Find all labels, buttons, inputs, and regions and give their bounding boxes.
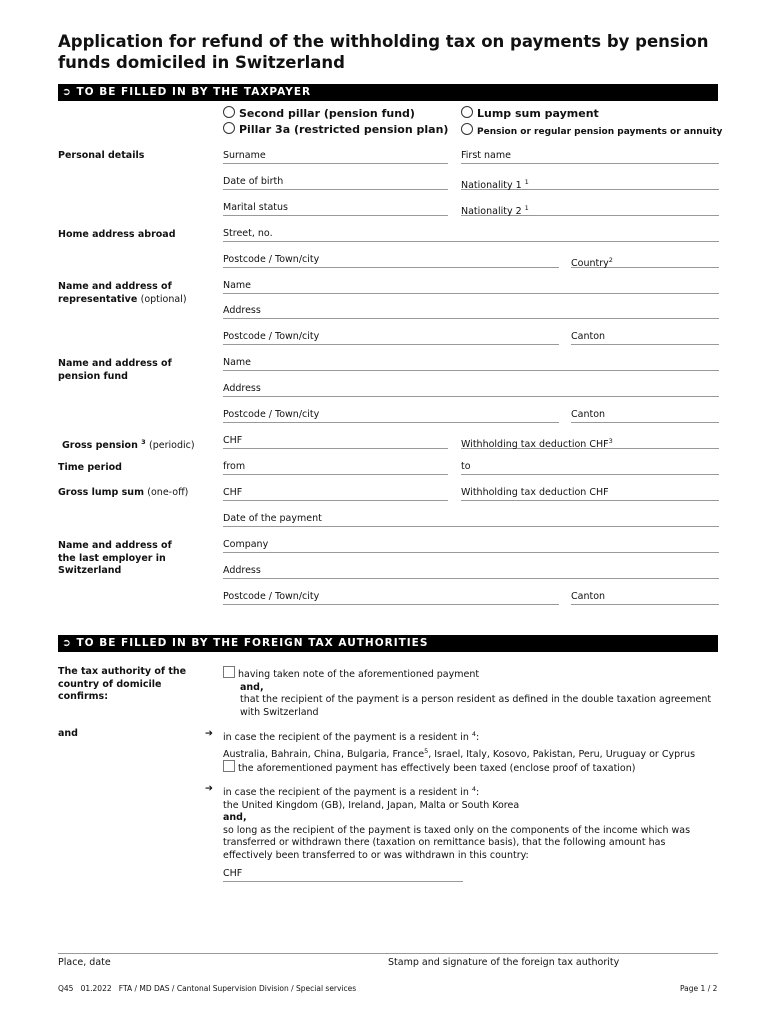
arrow-icon: ➲ [62,86,72,98]
arrow-icon: ➲ [62,637,72,649]
option-label: Second pillar (pension fund) [239,107,415,120]
employer-postcode-field[interactable]: Postcode / Town/city [223,591,559,605]
label-representative: Name and address of representative (optional) [58,281,187,305]
label-gross-lump: Gross lump sum (one-off) [58,487,189,498]
label-personal: Personal details [58,150,145,161]
radio-icon[interactable] [461,123,473,135]
first-name-field[interactable]: First name [461,150,719,164]
label-home-address: Home address abroad [58,229,176,240]
option-lump-sum[interactable] [461,106,599,120]
pension-wht-field[interactable]: Withholding tax deduction CHF$^3$ [461,435,719,449]
option-label: Pension or regular pension payments or annuity [477,127,723,137]
lump-sum-chf-field[interactable]: CHF [223,487,448,501]
nationality1-field[interactable]: Nationality 1 $^1$ [461,176,719,190]
lump-sum-wht-field[interactable]: Withholding tax deduction CHF [461,487,719,501]
place-date-field[interactable]: Place, date [58,957,111,968]
countries2-text: the United Kingdom (GB), Ireland, Japan, Malta or South Korea [223,799,520,811]
case2-block: in case the recipient of the payment is a resident in $^4$: the United Kingdom (GB), Ireland, Japan, Malta or South Korea and, so long as the recipient of the payment is taxed only on the components of the income which was transferred or withdrawn there (taxation on remittance basis), that the following amount has effectively been transferred to or was withdrawn in this country: [223,783,708,862]
radio-icon[interactable] [223,106,235,118]
surname-field[interactable]: Surname [223,150,448,164]
rep-postcode-field[interactable]: Postcode / Town/city [223,331,559,345]
noted-row: having taken note of the aforementioned payment [223,666,723,682]
taxed-row: the aforementioned payment has effectively been taxed (enclose proof of taxation) [223,760,723,776]
taxed-checkbox[interactable] [223,760,235,772]
noted-checkbox[interactable] [223,666,235,678]
rep-canton-field[interactable]: Canton [571,331,719,345]
section-header-taxpayer [58,84,718,101]
gross-pension-chf-field[interactable]: CHF [223,435,448,449]
arrow-icon: ➔ [205,783,213,794]
footer-info: Q45 01.2022 FTA / MD DAS / Cantonal Supervision Division / Special services [58,984,357,993]
option-label: Lump sum payment [477,107,599,120]
label-gross-pension: Gross pension $^3$ (periodic) [62,438,195,452]
remittance-text: so long as the recipient of the payment is taxed only on the components of the income which was transferred or withdrawn there (taxation on remittance basis), that the following amount has effectively been transferred to or was withdrawn in this country: [223,824,691,861]
dob-field[interactable]: Date of birth [223,176,448,190]
fund-address-field[interactable]: Address [223,383,719,397]
home-postcode-field[interactable]: Postcode / Town/city [223,254,559,268]
label-authority-confirms: The tax authority of the country of domicile confirms: [58,666,187,702]
signature-line [58,953,718,954]
section-header-authorities [58,635,718,652]
section-title: TO BE FILLED IN BY THE TAXPAYER [76,86,312,98]
option-second-pillar[interactable] [223,106,415,120]
rep-name-field[interactable]: Name [223,280,719,294]
fund-canton-field[interactable]: Canton [571,409,719,423]
employer-canton-field[interactable]: Canton [571,591,719,605]
period-to-field[interactable]: to [461,461,719,475]
marital-status-field[interactable]: Marital status [223,202,448,216]
page-number: Page 1 / 2 [680,984,718,993]
nationality2-field[interactable]: Nationality 2 $^1$ [461,202,719,216]
option-pillar3a[interactable] [223,122,448,136]
label-time-period: Time period [58,462,122,473]
payment-date-field[interactable]: Date of the payment [223,513,719,527]
employer-address-field[interactable]: Address [223,565,719,579]
rep-address-field[interactable]: Address [223,305,719,319]
and-text: and, [240,681,264,693]
option-pension-regular[interactable] [461,123,722,137]
street-field[interactable]: Street, no. [223,228,719,242]
option-label: Pillar 3a (restricted pension plan) [239,123,449,136]
label-last-employer: Name and address of the last employer in Switzerland [58,540,172,576]
countries1-text: Australia, Bahrain, China, Bulgaria, France$^5$, Israel, Italy, Kosovo, Pakistan, Peru, Uruguay or Cyprus [223,746,696,760]
page-title: Application for refund of the withholding tax on payments by pension funds domiciled in Switzerland [58,32,709,72]
resident-text: that the recipient of the payment is a person resident as defined in the double taxation agreement with Switzerland [240,694,712,718]
fund-name-field[interactable]: Name [223,357,719,371]
label-and: and [58,728,78,739]
case1-block: in case the recipient of the payment is a resident in $^4$: Australia, Bahrain, China, Bulgaria, France$^5$, Israel, Italy, Kosovo, Pakistan, Peru, Uruguay or Cyprus [223,728,723,761]
radio-icon[interactable] [223,122,235,134]
and-text: and, [223,812,247,824]
section-title: TO BE FILLED IN BY THE FOREIGN TAX AUTHORITIES [76,637,429,649]
remittance-chf-field[interactable]: CHF [223,868,463,882]
company-field[interactable]: Company [223,539,719,553]
confirmation-block [223,666,723,719]
radio-icon[interactable] [461,106,473,118]
fund-postcode-field[interactable]: Postcode / Town/city [223,409,559,423]
country-field[interactable]: Country$^2$ [571,254,719,268]
label-pension-fund: Name and address of pension fund [58,358,172,382]
stamp-signature-field[interactable]: Stamp and signature of the foreign tax authority [388,957,620,968]
period-from-field[interactable]: from [223,461,448,475]
arrow-icon: ➔ [205,728,213,739]
